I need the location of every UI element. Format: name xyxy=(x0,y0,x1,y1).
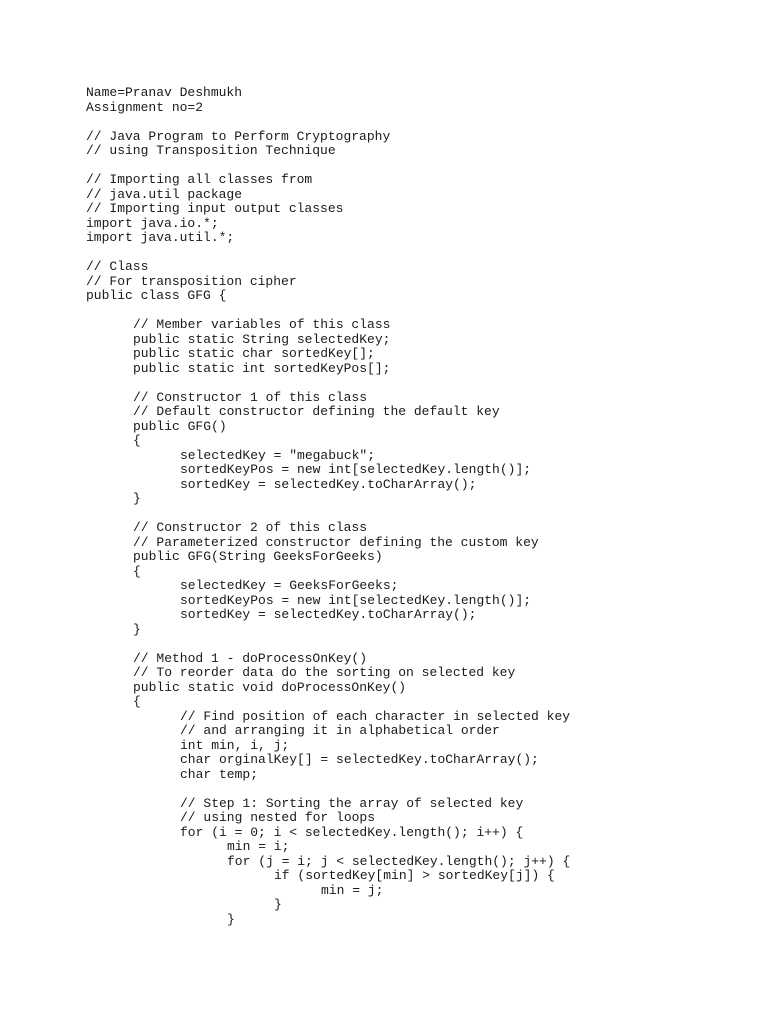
code-line xyxy=(86,246,746,261)
code-line: sortedKeyPos = new int[selectedKey.length()]; xyxy=(86,462,532,477)
code-line: // Find position of each character in selected key xyxy=(86,708,571,724)
code-line: if (sortedKey[min] > sortedKey[j]) { xyxy=(86,868,555,883)
code-line xyxy=(86,507,746,522)
code-line: public GFG(String GeeksForGeeks) xyxy=(86,549,383,564)
code-line: import java.util.*; xyxy=(86,230,235,245)
code-line: min = j; xyxy=(86,882,384,898)
code-line xyxy=(86,376,746,391)
code-line: for (j = i; j < selectedKey.length(); j++) { xyxy=(86,853,571,869)
code-line: { xyxy=(86,563,141,579)
code-line: sortedKeyPos = new int[selectedKey.length()]; xyxy=(86,592,532,608)
code-line: // using nested for loops xyxy=(86,810,376,825)
code-line: int min, i, j; xyxy=(86,737,290,753)
code-line: public static String selectedKey; xyxy=(86,331,391,347)
code-line: Assignment no=2 xyxy=(86,99,204,115)
code-line: // and arranging it in alphabetical order xyxy=(86,723,500,738)
code-line xyxy=(86,115,746,130)
code-line: public static char sortedKey[]; xyxy=(86,346,375,361)
code-line: // Step 1: Sorting the array of selected key xyxy=(86,795,524,811)
code-line xyxy=(86,637,746,652)
code-line: // java.util package xyxy=(86,186,243,202)
code-line xyxy=(86,782,746,797)
code-block xyxy=(86,86,746,927)
code-line: // To reorder data do the sorting on selected key xyxy=(86,665,516,680)
code-line: import java.io.*; xyxy=(86,215,219,231)
code-line: public class GFG { xyxy=(86,288,227,303)
code-line: // Java Program to Perform Cryptography xyxy=(86,128,391,144)
code-line: public GFG() xyxy=(86,418,227,434)
code-line: } xyxy=(86,491,141,506)
code-line: // Importing all classes from xyxy=(86,172,313,187)
code-line: selectedKey = "megabuck"; xyxy=(86,447,376,463)
code-line: // Method 1 - doProcessOnKey() xyxy=(86,650,368,666)
code-line: // Constructor 1 of this class xyxy=(86,389,368,405)
code-line: { xyxy=(86,694,141,709)
code-line: sortedKey = selectedKey.toCharArray(); xyxy=(86,607,477,622)
code-line: char orginalKey[] = selectedKey.toCharArray(); xyxy=(86,752,539,767)
code-line: } xyxy=(86,897,282,912)
code-line: } xyxy=(86,911,235,927)
code-line: { xyxy=(86,433,141,448)
code-line: min = i; xyxy=(86,839,290,854)
code-line: Name=Pranav Deshmukh xyxy=(86,85,243,100)
code-line: // Default constructor defining the default key xyxy=(86,404,500,419)
code-line: selectedKey = GeeksForGeeks; xyxy=(86,578,399,593)
code-line: for (i = 0; i < selectedKey.length(); i++) { xyxy=(86,824,524,840)
code-line: public static int sortedKeyPos[]; xyxy=(86,360,391,376)
code-line xyxy=(86,304,746,319)
code-line: // Class xyxy=(86,259,149,274)
code-line: // Member variables of this class xyxy=(86,317,391,332)
code-line: // For transposition cipher xyxy=(86,273,297,289)
code-line: // using Transposition Technique xyxy=(86,143,336,158)
code-line: // Parameterized constructor defining the custom key xyxy=(86,534,539,550)
code-line xyxy=(86,159,746,174)
code-line: // Importing input output classes xyxy=(86,201,344,216)
code-line: } xyxy=(86,621,141,637)
code-line: // Constructor 2 of this class xyxy=(86,520,368,535)
code-line: public static void doProcessOnKey() xyxy=(86,679,407,695)
code-line: char temp; xyxy=(86,766,259,782)
code-line: sortedKey = selectedKey.toCharArray(); xyxy=(86,476,477,492)
